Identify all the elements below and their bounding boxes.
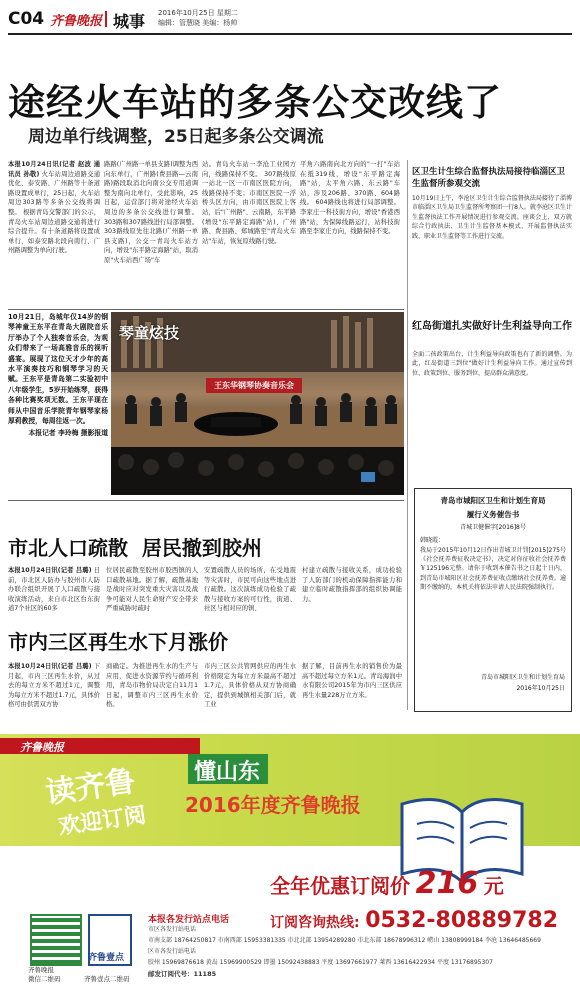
paper-logo: 齐鲁晚报 xyxy=(50,14,103,29)
header-rule xyxy=(8,33,572,35)
ad-slogan-left: 读齐鲁 xyxy=(43,763,138,812)
concert-photo xyxy=(111,312,404,495)
main-col-1 xyxy=(8,160,100,305)
story2-byline: 本报10月24日讯(记者 吕璐) xyxy=(8,567,92,574)
photo-caption: 琴童炫技 xyxy=(119,324,180,342)
main-col4-text: 平角六路南向北方向的"一打"车站在抵319线，增设"东平路定海路"站，太平角六路、东云路"车站，涉及206路、370路、604路线。 xyxy=(300,161,400,207)
photo-credit: 本报记者 李玲梅 摄影报道 xyxy=(28,429,108,438)
app-name: 齐鲁壹点 xyxy=(88,953,125,963)
story2-col1-text: 日前，市北区人防办与胶州市人防办联合组织开展了人口疏散与接收演练活动，来自市北区台东街道7个社区的60多 xyxy=(8,567,100,613)
main-col4-text-b: 604路线也将进行局部调整。李家庄一科技街方向，增设"香港西路"站，为保障线路运行，站科技街路至李家庄方向，线路保持不变。 xyxy=(300,199,400,236)
ad-price-unit: 元 xyxy=(483,874,504,898)
header-divider xyxy=(105,11,107,27)
page-header xyxy=(0,0,580,36)
section-title: 城事 xyxy=(113,12,146,31)
office-line-3: 区市各发行站电话 xyxy=(148,948,197,955)
photo-stage-banner: 王东华钢琴协奏音乐会 xyxy=(206,378,302,393)
wechat-qr-code[interactable] xyxy=(30,914,82,966)
notice-date: 2016年10月25日 xyxy=(516,685,565,692)
sidebar-divider xyxy=(407,160,408,710)
story3-headline: 市内三区再生水下月涨价 xyxy=(8,630,228,654)
ad-campaign: 2016年度齐鲁晚报 xyxy=(185,793,361,817)
story2-top-rule xyxy=(8,500,404,501)
story3-col-2: 商确定。为推进再生水的生产与应用，促进水资源节约与循环利用，青岛市物价局决定自11月1日起，调整市内三区再生水价格。 xyxy=(106,663,198,709)
main-col2-text-b: 303路和307路线进行局部调整。303路线原先往北路(广州路一单县支路)，公交一青岛火车站方向，增设"东平路定海路"站，取消原"火车站西广场"车 xyxy=(104,218,198,264)
main-col1-text-b: 根据青岛交警部门的公示，青岛火车站周边道路交通将进行综合提升。有十条道路将设置成单行，如泰安路北段向南行、广州路调整为单向行驶。 xyxy=(8,208,100,255)
main-headline: 途经火车站的多条公交改线了 xyxy=(8,81,502,124)
sidebar-story1-title: 区卫生计生综合监督执法局接待临淄区卫生监督所参观交流 xyxy=(412,167,566,189)
story2-headline: 市北人口疏散 居民撤到胶州 xyxy=(8,536,262,560)
photo-top-rule xyxy=(8,309,404,310)
story2-col-1 xyxy=(8,566,100,626)
qr-label-2: 微信二维码 xyxy=(28,975,61,983)
notice-title: 履行义务催告书 xyxy=(466,510,520,519)
header-editor: 编辑：管慧晓 美编：杨帅 xyxy=(158,19,238,27)
header-date: 2016年10月25日 星期二 xyxy=(158,9,238,17)
main-col1-text: 火车站周边道路交通优化、泰安路、广州路等十条道路设置成单行，25日起，火车站周边303路等多条公交线将调整。 xyxy=(8,170,100,216)
story3-col-1 xyxy=(8,662,100,722)
story2-col-3: 安置疏散人员的场所，在受地震等灾害时，市民可向这些地点进行疏散。这次演练成功检验了疏散与接收方案的可行性，街道、社区与相对应的镇、 xyxy=(204,567,296,613)
notice-box xyxy=(414,488,572,712)
qr-label-1: 齐鲁晚报 xyxy=(28,966,54,974)
ad-slogan-center: 懂山东 xyxy=(194,760,261,785)
ad-hotline-number: 0532-80889782 xyxy=(365,908,559,933)
office-line-2: 市南支部 18764250817 市南西部 15953381335 市北北部 13954289280 市北东部 18678996312 崂山 13808999184 李沧 13646485669 xyxy=(148,937,541,944)
main-col-4 xyxy=(300,160,400,305)
main-col2-text: 路路(广州路一单县支路)调整为西向东单行，广州路(费县路—云南路)路段取消北向南公交专用道调整为南向北单行，受此影响，25日起，运营部门将对途经火车站周边的多条公交线进行调整。 xyxy=(104,161,198,216)
ad-hotline-label: 订阅咨询热线: xyxy=(270,915,360,931)
main-col3-text: 站。青岛火车站一李沧工业园方向，线路保持不变。 xyxy=(202,161,296,178)
ad-price-text: 全年优惠订阅价 xyxy=(270,874,410,898)
story3-byline: 本报10月24日讯(记者 吕璐) xyxy=(8,663,92,670)
notice-number: 青城卫健催字[2016]8号 xyxy=(460,524,526,531)
office-title: 本报各发行站点电话 xyxy=(148,915,230,925)
story3-col-4: 据了解，目前再生水的销售价为最高不超过每立方米1元。青岛海润中水有限公司2015年为市内三区供应再生水量228万立方米。 xyxy=(302,663,402,699)
ad-hotline-line xyxy=(270,908,558,933)
story2-col-2: 位居民疏散至胶州市胶西镇的人口疏散基地。据了解，疏散基地是战时应对突发重大灾害以及战争可能对人民生命财产安全带来严重威胁时疏时 xyxy=(106,567,198,613)
main-byline: 本报10月24日讯(记者 赵波 通讯员 孙敬) xyxy=(8,161,100,178)
sidebar-story1-body: 10月19日上午，李沧区卫生计生综合监督执法局接待了淄博市临淄区卫生局卫生监督所考察团一行8人。就李沧区卫生计生监督执法工作开展情况进行参观交流。座谈会上，双方就综合行政执法、卫生计生监督基本模式、开展监督执法实践、职业卫生监督等工作进行交流。 xyxy=(412,195,572,240)
main-col3-text-b: 307路线原一站北一区一市南区医院方向，线路保持不变；市南区医院一浮桥头区方向，由市南区医院上客站，后"广州路"、云南路，东平路(增设"东平路定海路"站)、广州路、费县路、郑城路至"青岛火车站"车站，恢复原线路行驶。 xyxy=(202,170,296,245)
photo-side-text xyxy=(8,312,108,492)
story3-col1-text: 下月起，市内三区再生水价，从过去的每立方米不超过1元，调整为每立方米不超过1.7元，具体价格可由供需双方协 xyxy=(8,663,100,709)
ad-slogan-left-2: 欢迎订阅 xyxy=(56,802,148,840)
main-col-2 xyxy=(104,160,198,305)
notice-body: 我局于2015年10月12日作出青城卫计罚[2015]275号《社会抚养费征收决定书》，决定对你征收社会抚养费￥125196元整。请你于收到本催告书之日起十日内，到青岛市城阳区社会抚养费征收点缴纳社会抚养费。逾期不缴纳的，本机关将依法申请人民法院强制执行。 xyxy=(420,547,566,591)
office-line-1: 市区各发行站电话 xyxy=(148,926,197,933)
notice-signature: 青岛市城阳区卫生和计划生育局 xyxy=(480,674,565,681)
subscription-ad xyxy=(0,734,580,995)
app-label: 齐鲁壹点二维码 xyxy=(84,975,130,983)
main-subhead: 周边单行线调整，25日起多条公交调流 xyxy=(28,127,324,147)
main-col-3 xyxy=(202,160,296,305)
page-number: C04 xyxy=(8,9,45,29)
sidebar-story2-title: 红岛街道扎实做好计生利益导向工作 xyxy=(412,321,572,332)
ad-price-line xyxy=(270,866,504,901)
notice-org: 青岛市城阳区卫生和计划生育局 xyxy=(440,496,546,505)
sidebar-story2-body: 全面二孩政策出台，计生利益导向政策也有了新的调整。为此，红岛街道三到位"做好计生利益导向工作。通过宣传到位、政策到位、服务到位，提高群众满意度。 xyxy=(412,351,572,377)
notice-addressee: 韩晓霞： xyxy=(420,537,445,544)
story3-col-3: 市内三区公共管网供应的再生水价格限定为每立方米最高不超过1.7元，具体价格从双方协商确定，提供到城镇相关部门后，就工业 xyxy=(204,663,296,709)
ad-price-value: 216 xyxy=(415,866,479,901)
story2-col-4: 村建立疏散与接收关系，成功检验了人防部门的机动保障指挥能力和建立临时疏散指挥部的组织协调能力。 xyxy=(302,567,402,603)
office-line-5: 邮发订阅代号：11185 xyxy=(148,970,217,978)
photo-side-text-body: 10月21日，岛城年仅14岁的钢琴神童王东平在青岛大剧院音乐厅举办了个人独奏音乐会，为观众们带来了一场高雅音乐的视听盛宴。展现了这位天才少年的高水平演奏技巧和钢琴学习的天赋。王东平是青岛第二实验初中八年级学生，5岁开始练琴，获得各种比赛奖项无数。王东平现在师从中国音乐学院青年钢琴家杨厚莉教授，每周往返一次。 xyxy=(8,313,108,426)
ad-brand-logo: 齐鲁晚报 xyxy=(20,741,64,754)
office-line-4: 胶州 15969876618 黄岛 15969900529 即墨 15092438883 平度 13697661977 莱西 13616422934 平度 13176895307 xyxy=(148,959,493,966)
